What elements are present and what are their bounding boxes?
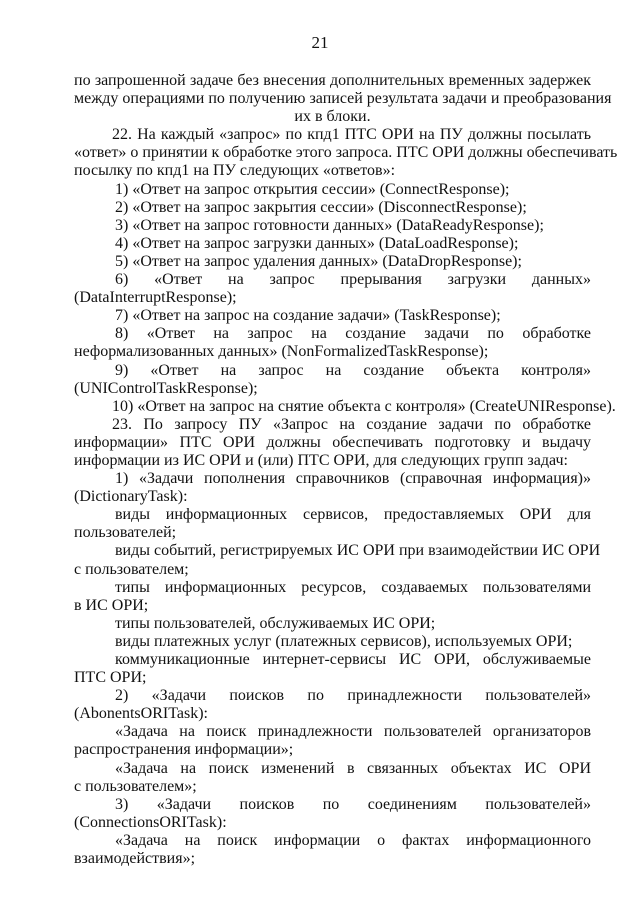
text-line: типы информационных ресурсов, создаваемых пользователями xyxy=(115,578,591,596)
list-item: 7) «Ответ на запрос на создание задачи» (TaskResponse); xyxy=(115,307,501,325)
page-body xyxy=(74,72,618,868)
text-line: (ConnectionsORITask): xyxy=(74,813,227,831)
text-line: с пользователем»; xyxy=(74,777,197,795)
text-line: (AbonentsORITask): xyxy=(74,705,208,723)
text-line: посылку по кпд1 на ПУ следующих «ответов»: xyxy=(74,162,396,180)
text-line: с пользователем; xyxy=(74,560,189,578)
text-line: распространения информации»; xyxy=(74,741,294,759)
text-line: (DictionaryTask): xyxy=(74,488,188,506)
list-item: 3) «Задачи поисков по соединениям пользователей» xyxy=(115,795,591,813)
text-line: информации» ПТС ОРИ должны обеспечивать подготовку и выдачу xyxy=(74,433,591,451)
list-item: 1) «Ответ на запрос открытия сессии» (ConnectResponse); xyxy=(115,180,510,198)
text-line: ПТС ОРИ; xyxy=(74,669,147,687)
list-item: 2) «Ответ на запрос закрытия сессии» (DisconnectResponse); xyxy=(115,198,527,216)
text-line: виды платежных услуг (платежных сервисов), используемых ОРИ; xyxy=(115,632,573,650)
list-item: 6) «Ответ на запрос прерывания загрузки данных» xyxy=(115,271,591,289)
text-line: неформализованных данных» (NonFormalizedTaskResponse); xyxy=(74,343,489,361)
list-item: 4) «Ответ на запрос загрузки данных» (DataLoadResponse); xyxy=(115,234,519,252)
text-line: взаимодействия»; xyxy=(74,850,196,868)
page-number: 21 xyxy=(311,33,329,52)
list-item: 9) «Ответ на запрос на создание объекта контроля» xyxy=(115,361,591,379)
text-line: информации из ИС ОРИ и (или) ПТС ОРИ, для следующих групп задач: xyxy=(74,451,568,469)
text-line: «ответ» о принятии к обработке этого запроса. ПТС ОРИ должны обеспечивать xyxy=(74,144,618,162)
list-item: 3) «Ответ на запрос готовности данных» (DataReadyResponse); xyxy=(115,216,544,234)
text-line: между операциями по получению записей результата задачи и преобразования xyxy=(74,90,612,108)
text-line: виды информационных сервисов, предоставляемых ОРИ для xyxy=(115,506,591,524)
text-line: 23. По запросу ПУ «Запрос на создание задачи по обработке xyxy=(112,415,591,433)
list-item: 1) «Задачи пополнения справочников (справочная информация)» xyxy=(115,470,591,488)
list-item: 5) «Ответ на запрос удаления данных» (DataDropResponse); xyxy=(115,252,522,270)
text-line: (UNIControlTaskResponse); xyxy=(74,379,258,397)
text-line: по запрошенной задаче без внесения дополнительных временных задержек xyxy=(74,72,591,89)
list-item: 10) «Ответ на запрос на снятие объекта с контроля» (CreateUNIResponse). xyxy=(112,397,616,415)
text-line: в ИС ОРИ; xyxy=(74,596,149,614)
text-line: «Задача на поиск изменений в связанных объектах ИС ОРИ xyxy=(115,759,591,777)
text-line: 22. На каждый «запрос» по кпд1 ПТС ОРИ на ПУ должны посылать xyxy=(112,126,591,144)
text-line: коммуникационные интернет-сервисы ИС ОРИ, обслуживаемые xyxy=(115,651,591,668)
list-item: 2) «Задачи поисков по принадлежности пользователей» xyxy=(115,687,591,705)
list-item: 8) «Ответ на запрос на создание задачи по обработке xyxy=(115,325,591,343)
text-line: типы пользователей, обслуживаемых ИС ОРИ; xyxy=(115,614,436,632)
text-line: (DataInterruptResponse); xyxy=(74,289,237,307)
text-line: их в блоки. xyxy=(294,108,371,126)
text-line: «Задача на поиск информации о фактах информационного xyxy=(115,831,591,849)
text-line: пользователей; xyxy=(74,524,177,542)
text-line: виды событий, регистрируемых ИС ОРИ при взаимодействии ИС ОРИ xyxy=(115,542,601,560)
text-line: «Задача на поиск принадлежности пользователей организаторов xyxy=(115,723,591,741)
